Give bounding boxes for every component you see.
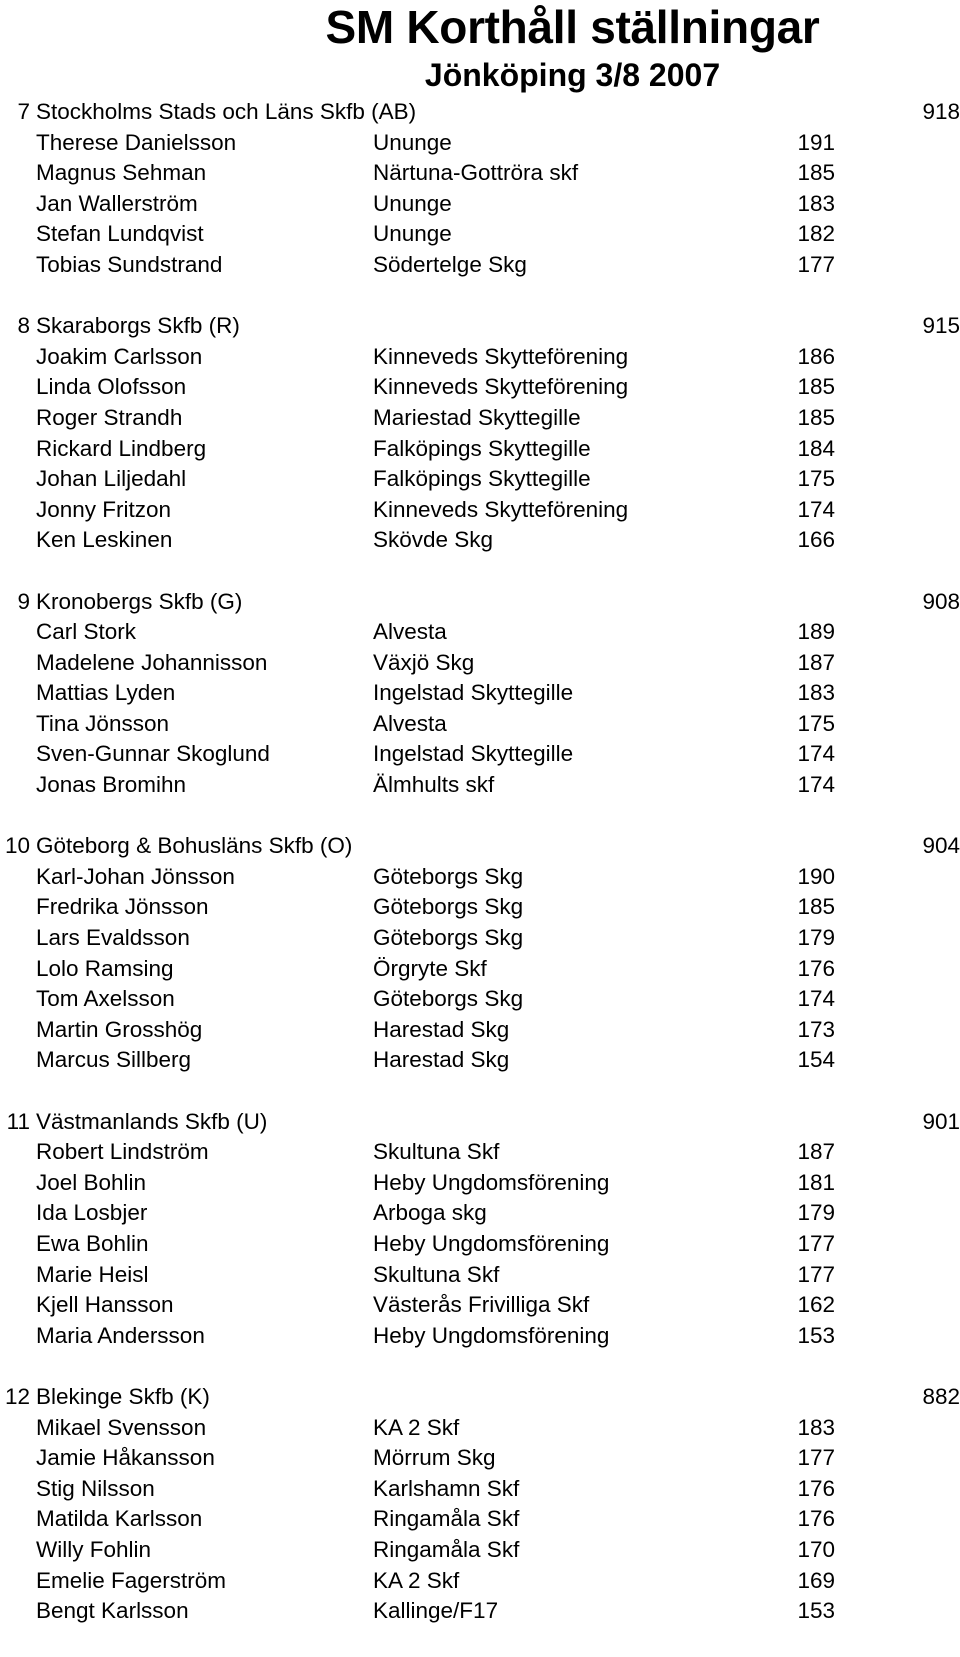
shooter-row <box>0 1015 960 1046</box>
shooter-club: Ingelstad Skyttegille <box>373 680 574 706</box>
shooter-name: Magnus Sehman <box>36 160 207 186</box>
shooter-club: Göteborgs Skg <box>373 986 524 1012</box>
shooter-name: Madelene Johannisson <box>36 649 268 675</box>
shooter-name: Tobias Sundstrand <box>36 251 223 277</box>
shooter-row <box>0 984 960 1015</box>
team-name: Skaraborgs Skfb (R) <box>36 313 240 339</box>
team-name: Blekinge Skfb (K) <box>36 1383 210 1409</box>
shooter-row <box>0 403 960 434</box>
team-section <box>0 1107 960 1352</box>
page-subtitle: Jönköping 3/8 2007 <box>424 57 721 93</box>
shooter-row <box>0 1321 960 1352</box>
shooter-name: Jamie Håkansson <box>36 1445 215 1471</box>
team-total: 904 <box>922 833 960 859</box>
shooter-club: Skultuna Skf <box>373 1261 500 1287</box>
shooter-row <box>0 1535 960 1566</box>
team-total: 882 <box>922 1383 960 1409</box>
shooter-score: 182 <box>797 221 835 247</box>
team-rank: 12 <box>4 1383 30 1409</box>
shooter-name: Jonas Bromihn <box>36 772 187 798</box>
shooter-score: 154 <box>797 1047 835 1073</box>
team-total: 915 <box>922 313 960 339</box>
team-name: Västmanlands Skfb (U) <box>36 1108 268 1134</box>
shooter-club: Älmhults skf <box>373 772 495 798</box>
team-name: Stockholms Stads och Läns Skfb (AB) <box>36 99 417 124</box>
shooter-name: Carl Stork <box>36 619 137 645</box>
shooter-score: 185 <box>797 894 835 920</box>
shooter-row <box>0 189 960 220</box>
standings-list <box>0 97 960 1657</box>
shooter-score: 187 <box>797 649 835 675</box>
shooter-score: 169 <box>797 1567 835 1593</box>
shooter-row <box>0 1566 960 1597</box>
team-total: 918 <box>922 99 960 124</box>
shooter-row <box>0 739 960 770</box>
team-rank: 7 <box>17 99 30 124</box>
shooter-score: 173 <box>797 1016 835 1042</box>
shooter-row <box>0 372 960 403</box>
shooter-name: Ken Leskinen <box>36 527 173 553</box>
shooter-row <box>0 219 960 250</box>
team-rank: 9 <box>17 588 30 614</box>
shooter-club: Alvesta <box>373 619 447 645</box>
shooter-row <box>0 434 960 465</box>
shooter-club: KA 2 Skf <box>373 1414 460 1440</box>
shooter-row <box>0 1137 960 1168</box>
shooter-name: Ewa Bohlin <box>36 1230 149 1256</box>
shooter-name: Rickard Lindberg <box>36 435 207 461</box>
shooter-row <box>0 1260 960 1291</box>
shooter-score: 153 <box>797 1598 835 1624</box>
shooter-club: Ringamåla Skf <box>373 1506 520 1532</box>
shooter-row <box>0 1229 960 1260</box>
shooter-row <box>0 617 960 648</box>
team-rank: 10 <box>4 833 30 859</box>
team-section <box>0 831 960 1076</box>
shooter-row <box>0 342 960 373</box>
shooter-score: 186 <box>797 343 835 369</box>
team-total: 901 <box>922 1108 960 1134</box>
shooter-club: Skövde Skg <box>373 527 494 553</box>
shooter-name: Lars Evaldsson <box>36 925 190 951</box>
shooter-score: 177 <box>797 251 835 277</box>
shooter-name: Stig Nilsson <box>36 1475 155 1501</box>
shooter-club: Arboga skg <box>373 1200 487 1226</box>
shooter-row <box>0 954 960 985</box>
shooter-club: Harestad Skg <box>373 1016 510 1042</box>
shooter-name: Robert Lindström <box>36 1139 209 1165</box>
shooter-name: Johan Liljedahl <box>36 466 187 492</box>
shooter-name: Emelie Fagerström <box>36 1567 227 1593</box>
team-section <box>0 587 960 801</box>
team-header-row <box>0 1382 960 1413</box>
shooter-score: 153 <box>797 1322 835 1348</box>
shooter-row <box>0 892 960 923</box>
shooter-name: Stefan Lundqvist <box>36 221 204 247</box>
shooter-club: Södertelge Skg <box>373 251 527 277</box>
shooter-name: Jan Wallerström <box>36 190 198 216</box>
shooter-club: Växjö Skg <box>373 649 475 675</box>
shooter-row <box>0 709 960 740</box>
shooter-score: 179 <box>797 1200 835 1226</box>
shooter-score: 166 <box>797 527 835 553</box>
shooter-name: Linda Olofsson <box>36 374 187 400</box>
shooter-name: Tina Jönsson <box>36 710 169 736</box>
shooter-score: 189 <box>797 619 835 645</box>
shooter-name: Mattias Lyden <box>36 680 176 706</box>
shooter-score: 175 <box>797 466 835 492</box>
shooter-club: Heby Ungdomsförening <box>373 1322 610 1348</box>
shooter-score: 191 <box>797 129 835 155</box>
shooter-row <box>0 1504 960 1535</box>
shooter-name: Karl-Johan Jönsson <box>36 863 235 889</box>
shooter-row <box>0 1443 960 1474</box>
shooter-name: Jonny Fritzon <box>36 496 172 522</box>
shooter-name: Lolo Ramsing <box>36 955 174 981</box>
shooter-club: Örgryte Skf <box>373 955 487 981</box>
shooter-name: Joel Bohlin <box>36 1169 147 1195</box>
shooter-row <box>0 250 960 281</box>
shooter-name: Maria Andersson <box>36 1322 205 1348</box>
shooter-club: Ringamåla Skf <box>373 1536 520 1562</box>
shooter-club: Mariestad Skyttegille <box>373 404 581 430</box>
page-title: SM Korthåll ställningar <box>325 1 820 53</box>
shooter-score: 179 <box>797 925 835 951</box>
team-rank: 8 <box>17 313 30 339</box>
shooter-club: Ununge <box>373 190 452 216</box>
shooter-row <box>0 1290 960 1321</box>
shooter-club: Kinneveds Skytteförening <box>373 496 629 522</box>
shooter-score: 185 <box>797 404 835 430</box>
shooter-name: Fredrika Jönsson <box>36 894 209 920</box>
team-header-row <box>0 97 960 128</box>
shooter-row <box>0 1045 960 1076</box>
shooter-row <box>0 770 960 801</box>
shooter-club: Alvesta <box>373 710 447 736</box>
shooter-name: Kjell Hansson <box>36 1292 174 1318</box>
shooter-name: Sven-Gunnar Skoglund <box>36 741 270 767</box>
shooter-row <box>0 1413 960 1444</box>
shooter-name: Marcus Sillberg <box>36 1047 192 1073</box>
shooter-score: 183 <box>797 1414 835 1440</box>
shooter-club: Göteborgs Skg <box>373 863 524 889</box>
shooter-name: Joakim Carlsson <box>36 343 203 369</box>
shooter-score: 187 <box>797 1139 835 1165</box>
shooter-club: Kallinge/F17 <box>373 1598 499 1624</box>
shooter-club: KA 2 Skf <box>373 1567 460 1593</box>
shooter-club: Kinneveds Skytteförening <box>373 343 629 369</box>
shooter-score: 174 <box>797 741 835 767</box>
shooter-club: Falköpings Skyttegille <box>373 435 591 461</box>
shooter-score: 183 <box>797 680 835 706</box>
shooter-score: 185 <box>797 374 835 400</box>
shooter-score: 174 <box>797 496 835 522</box>
shooter-score: 177 <box>797 1445 835 1471</box>
shooter-club: Kinneveds Skytteförening <box>373 374 629 400</box>
shooter-club: Harestad Skg <box>373 1047 510 1073</box>
shooter-score: 176 <box>797 955 835 981</box>
shooter-name: Therese Danielsson <box>36 129 237 155</box>
shooter-score: 185 <box>797 160 835 186</box>
shooter-club: Heby Ungdomsförening <box>373 1230 610 1256</box>
shooter-score: 170 <box>797 1536 835 1562</box>
shooter-score: 184 <box>797 435 835 461</box>
shooter-club: Ununge <box>373 221 452 247</box>
shooter-club: Ingelstad Skyttegille <box>373 741 574 767</box>
team-section <box>0 97 960 281</box>
shooter-score: 181 <box>797 1169 835 1195</box>
shooter-club: Karlshamn Skf <box>373 1475 520 1501</box>
shooter-name: Mikael Svensson <box>36 1414 207 1440</box>
shooter-club: Göteborgs Skg <box>373 894 524 920</box>
shooter-score: 174 <box>797 986 835 1012</box>
shooter-score: 174 <box>797 772 835 798</box>
shooter-club: Ununge <box>373 129 452 155</box>
shooter-name: Marie Heisl <box>36 1261 149 1287</box>
shooter-club: Närtuna-Gottröra skf <box>373 160 579 186</box>
team-header-row <box>0 831 960 862</box>
shooter-score: 162 <box>797 1292 835 1318</box>
shooter-club: Skultuna Skf <box>373 1139 500 1165</box>
shooter-name: Bengt Karlsson <box>36 1598 189 1624</box>
shooter-name: Tom Axelsson <box>36 986 175 1012</box>
shooter-score: 176 <box>797 1475 835 1501</box>
shooter-club: Heby Ungdomsförening <box>373 1169 610 1195</box>
shooter-row <box>0 464 960 495</box>
shooter-row <box>0 525 960 556</box>
team-header-row <box>0 1107 960 1138</box>
shooter-score: 177 <box>797 1230 835 1256</box>
team-header-row <box>0 587 960 618</box>
shooter-row <box>0 678 960 709</box>
shooter-name: Willy Fohlin <box>36 1536 152 1562</box>
shooter-row <box>0 648 960 679</box>
shooter-row <box>0 1198 960 1229</box>
team-total: 908 <box>922 588 960 614</box>
shooter-club: Mörrum Skg <box>373 1445 496 1471</box>
shooter-name: Martin Grosshög <box>36 1016 203 1042</box>
shooter-score: 190 <box>797 863 835 889</box>
shooter-row <box>0 495 960 526</box>
shooter-club: Falköpings Skyttegille <box>373 466 591 492</box>
team-rank: 11 <box>6 1108 30 1134</box>
team-section <box>0 1382 960 1627</box>
team-header-row <box>0 311 960 342</box>
shooter-score: 177 <box>797 1261 835 1287</box>
shooter-name: Roger Strandh <box>36 404 183 430</box>
shooter-club: Västerås Frivilliga Skf <box>373 1292 590 1318</box>
shooter-score: 175 <box>797 710 835 736</box>
team-name: Göteborg & Bohusläns Skfb (O) <box>36 833 353 859</box>
shooter-row <box>0 158 960 189</box>
shooter-row <box>0 923 960 954</box>
shooter-row <box>0 1474 960 1505</box>
shooter-row <box>0 128 960 159</box>
team-section <box>0 311 960 556</box>
shooter-row <box>0 1168 960 1199</box>
shooter-score: 176 <box>797 1506 835 1532</box>
shooter-score: 183 <box>797 190 835 216</box>
shooter-club: Göteborgs Skg <box>373 925 524 951</box>
team-name: Kronobergs Skfb (G) <box>36 588 243 614</box>
shooter-name: Matilda Karlsson <box>36 1506 203 1532</box>
shooter-row <box>0 862 960 893</box>
shooter-name: Ida Losbjer <box>36 1200 148 1226</box>
shooter-row <box>0 1596 960 1627</box>
